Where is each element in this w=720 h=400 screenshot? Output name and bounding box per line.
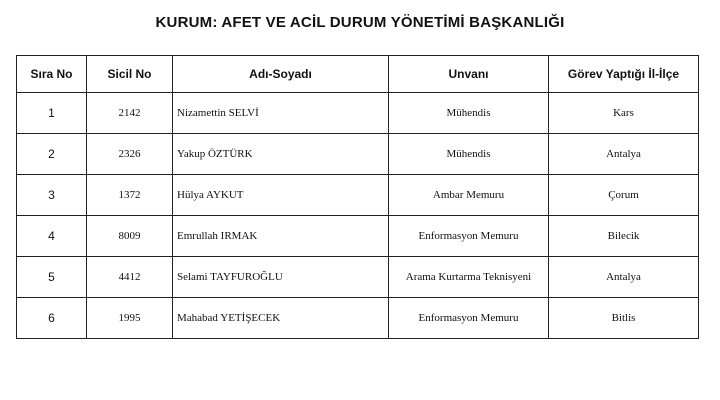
cell-sira: 2 <box>17 134 87 175</box>
table-row <box>17 134 699 175</box>
cell-ad: Mahabad YETİŞECEK <box>173 298 389 339</box>
cell-unvan: Enformasyon Memuru <box>389 216 549 257</box>
cell-sicil: 2326 <box>87 134 173 175</box>
header-adi-soyadi: Adı-Soyadı <box>173 56 389 93</box>
cell-il: Bitlis <box>549 298 699 339</box>
table-row <box>17 257 699 298</box>
table-row <box>17 298 699 339</box>
header-unvani: Unvanı <box>389 56 549 93</box>
cell-unvan: Ambar Memuru <box>389 175 549 216</box>
header-sira-no: Sıra No <box>17 56 87 93</box>
header-sicil-no: Sicil No <box>87 56 173 93</box>
header-row <box>17 56 699 93</box>
cell-sira: 5 <box>17 257 87 298</box>
cell-sira: 6 <box>17 298 87 339</box>
cell-sicil: 1372 <box>87 175 173 216</box>
cell-sicil: 2142 <box>87 93 173 134</box>
cell-sira: 1 <box>17 93 87 134</box>
cell-ad: Hülya AYKUT <box>173 175 389 216</box>
cell-unvan: Mühendis <box>389 134 549 175</box>
cell-il: Antalya <box>549 134 699 175</box>
personnel-table <box>16 55 699 339</box>
header-gorev-yeri: Görev Yaptığı İl-İlçe <box>549 56 699 93</box>
cell-ad: Emrullah IRMAK <box>173 216 389 257</box>
cell-sira: 3 <box>17 175 87 216</box>
cell-ad: Selami TAYFUROĞLU <box>173 257 389 298</box>
cell-ad: Yakup ÖZTÜRK <box>173 134 389 175</box>
cell-sira: 4 <box>17 216 87 257</box>
cell-il: Antalya <box>549 257 699 298</box>
cell-unvan: Arama Kurtarma Teknisyeni <box>389 257 549 298</box>
cell-sicil: 1995 <box>87 298 173 339</box>
document-title: KURUM: AFET VE ACİL DURUM YÖNETİMİ BAŞKANLIĞI <box>155 14 565 31</box>
table-row <box>17 93 699 134</box>
cell-unvan: Mühendis <box>389 93 549 134</box>
table-row <box>17 175 699 216</box>
cell-il: Kars <box>549 93 699 134</box>
cell-unvan: Enformasyon Memuru <box>389 298 549 339</box>
cell-ad: Nizamettin SELVİ <box>173 93 389 134</box>
table-row <box>17 216 699 257</box>
cell-il: Bilecik <box>549 216 699 257</box>
cell-sicil: 8009 <box>87 216 173 257</box>
cell-il: Çorum <box>549 175 699 216</box>
cell-sicil: 4412 <box>87 257 173 298</box>
